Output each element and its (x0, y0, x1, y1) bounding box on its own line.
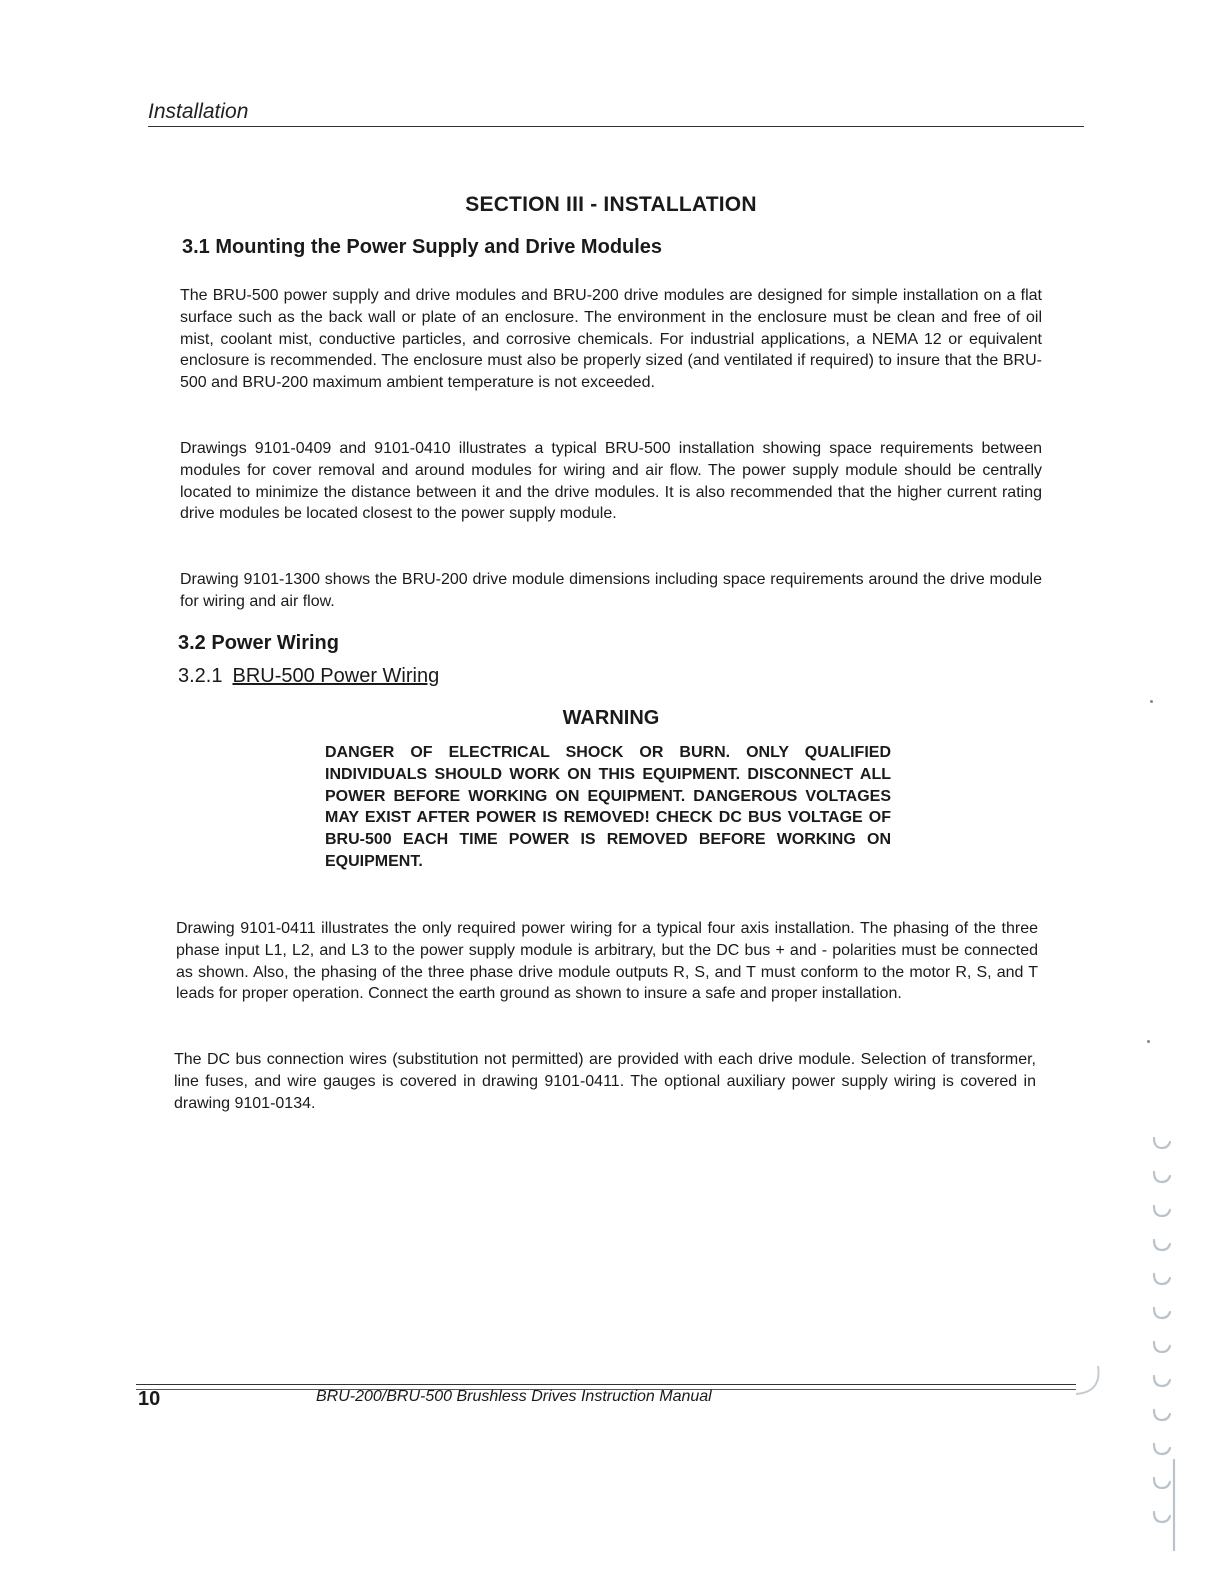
scan-speck (1147, 1040, 1150, 1043)
heading-3-2-1-number: 3.2.1 (178, 665, 223, 687)
footer-smudge-decoration (1068, 1362, 1108, 1402)
heading-3-1: 3.1 Mounting the Power Supply and Drive Modules (182, 236, 663, 258)
warning-body: DANGER OF ELECTRICAL SHOCK OR BURN. ONLY QUALIFIED INDIVIDUALS SHOULD WORK ON THIS EQUIPMENT. DISCONNECT ALL POWER BEFORE WORKING ON EQUIPMENT. DANGEROUS VOLTAGES MAY EXIST AFTER POWER IS REMOVED! CHECK DC BUS VOLTAGE OF BRU-500 EACH TIME POWER IS REMOVED BEFORE WORKING ON EQUIPMENT. (325, 744, 891, 870)
running-header: Installation (148, 100, 249, 123)
page-number: 10 (138, 1388, 161, 1410)
warning-title-text: WARNING (562, 707, 660, 729)
scan-speck (1150, 700, 1153, 703)
paragraph-3-1-a: The BRU-500 power supply and drive modules and BRU-200 drive modules are designed for simple installation on a flat surface such as the back wall or plate of an enclosure. The environment in the enclosure must be clean and free of oil mist, coolant mist, conductive particles, and corrosive chemicals. For industrial applications, a NEMA 12 or equivalent enclosure is recommended. The enclosure must also be properly sized (and ventilated if required) to insure that the BRU-500 and BRU-200 maximum ambient temperature is not exceeded. (180, 287, 1042, 392)
header-rule (148, 126, 1084, 127)
paragraph-3-2-a: Drawing 9101-0411 illustrates the only required power wiring for a typical four axis installation. The phasing of the three phase input L1, L2, and L3 to the power supply module is arbitrary, but the DC bus + and - polarities must be connected as shown. Also, the phasing of the three phase drive module outputs R, S, and T must conform to the motor R, S, and T leads for proper operation. Connect the earth ground as shown to insure a safe and proper installation. (176, 920, 1038, 1003)
paragraph-3-2-b: The DC bus connection wires (substitution not permitted) are provided with each drive module. Selection of transformer, line fuses, and wire gauges is covered in drawing 9101-0411. The optional auxiliary power supply wiring is covered in drawing 9101-0134. (174, 1051, 1036, 1112)
binding-holes-svg (1140, 1130, 1180, 1560)
heading-3-2: 3.2 Power Wiring (178, 632, 339, 654)
heading-3-2-1-title: BRU-500 Power Wiring (232, 665, 440, 687)
section-title: SECTION III - INSTALLATION (465, 193, 757, 216)
footer-manual-title: BRU-200/BRU-500 Brushless Drives Instruction Manual (316, 1388, 712, 1405)
paragraph-3-1-c: Drawing 9101-1300 shows the BRU-200 drive module dimensions including space requirements around the drive module for wiring and air flow. (180, 571, 1042, 610)
heading-3-2-1 (178, 665, 439, 688)
paragraph-3-1-b: Drawings 9101-0409 and 9101-0410 illustrates a typical BRU-500 installation showing space requirements between modules for cover removal and around modules for wiring and air flow. The power supply module should be centrally located to minimize the distance between it and the drive modules. It is also recommended that the higher current rating drive modules be located closest to the power supply module. (180, 440, 1042, 523)
warning-title (0, 707, 1222, 730)
binding-holes-decoration (1140, 1130, 1180, 1560)
footer-rule (136, 1384, 1076, 1385)
